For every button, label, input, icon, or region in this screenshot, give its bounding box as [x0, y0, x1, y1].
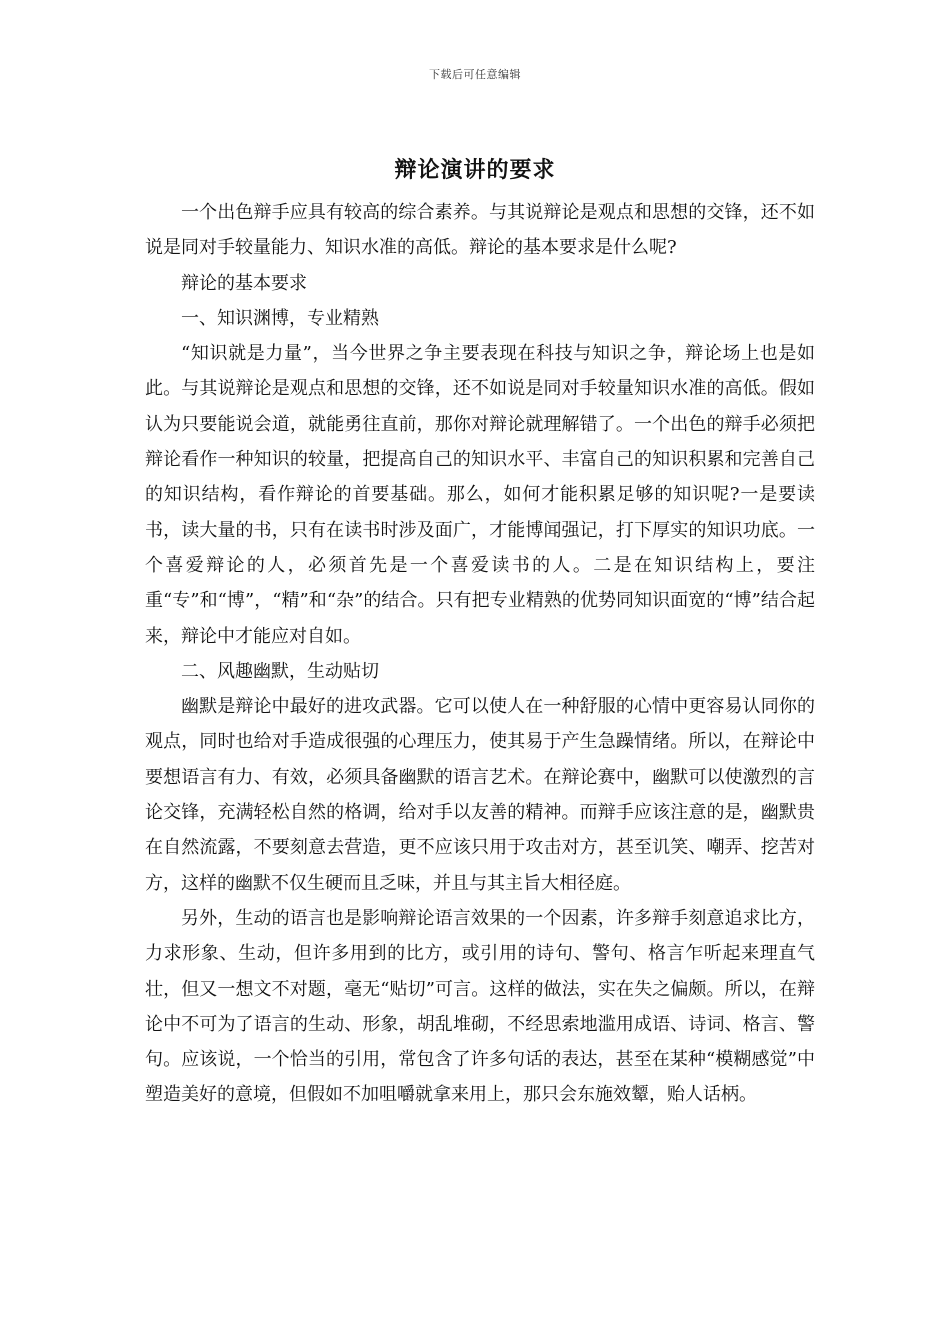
paragraph-knowledge: “知识就是力量”，当今世界之争主要表现在科技与知识之争，辩论场上也是如此。与其说辩论是观点和思想的交锋，还不如说是同对手较量知识水准的高低。假如认为只要能说会道，就能勇往直前，那你对辩论就理解错了。一个出色的辩手必须把辩论看作一种知识的较量，把提高自己的知识水平、丰富自己的知识积累和完善自己的知识结构，看作辩论的首要基础。那么，如何才能积累足够的知识呢?一是要读书，读大量的书，只有在读书时涉及面广，才能博闻强记，打下厚实的知识功底。一个喜爱辩论的人，必须首先是一个喜爱读书的人。二是在知识结构上，要注重“专”和“博”，“精”和“杂”的结合。只有把专业精熟的优势同知识面宽的“博”结合起来，辩论中才能应对自如。 [145, 343, 815, 647]
section-heading-basic-requirements: 辩论的基本要求 [181, 272, 307, 294]
paragraph-humor: 幽默是辩论中最好的进攻武器。它可以使人在一种舒服的心情中更容易认同你的观点，同时也给对手造成很强的心理压力，使其易于产生急躁情绪。所以，在辩论中要想语言有力、有效，必须具备幽默的语言艺术。在辩论赛中，幽默可以使激烈的言论交锋，充满轻松自然的格调，给对手以友善的精神。而辩手应该注意的是，幽默贵在自然流露，不要刻意去营造，更不应该只用于攻击对方，甚至讥笑、嘲弄、挖苦对方，这样的幽默不仅生硬而且乏味，并且与其主旨大相径庭。 [145, 696, 815, 894]
header-note: 下载后可任意编辑 [429, 68, 521, 81]
paragraph-intro: 一个出色辩手应具有较高的综合素养。与其说辩论是观点和思想的交锋，还不如说是同对手较量能力、知识水准的高低。辩论的基本要求是什么呢? [145, 202, 815, 259]
subsection-heading-humor: 二、风趣幽默，生动贴切 [181, 660, 379, 682]
subsection-heading-knowledge: 一、知识渊博，专业精熟 [181, 307, 379, 329]
paragraph-vivid-language: 另外，生动的语言也是影响辩论语言效果的一个因素，许多辩手刻意追求比方，力求形象、生动，但许多用到的比方，或引用的诗句、警句、格言乍听起来理直气壮，但又一想文不对题，毫无“贴切”可言。这样的做法，实在失之偏颇。所以，在辩论中不可为了语言的生动、形象，胡乱堆砌，不经思索地滥用成语、诗词、格言、警句。应该说，一个恰当的引用，常包含了许多句话的表达，甚至在某种“模糊感觉”中塑造美好的意境，但假如不加咀嚼就拿来用上，那只会东施效颦，贻人话柄。 [145, 907, 815, 1106]
document-body [145, 195, 815, 1113]
document-title: 辩论演讲的要求 [394, 157, 556, 183]
